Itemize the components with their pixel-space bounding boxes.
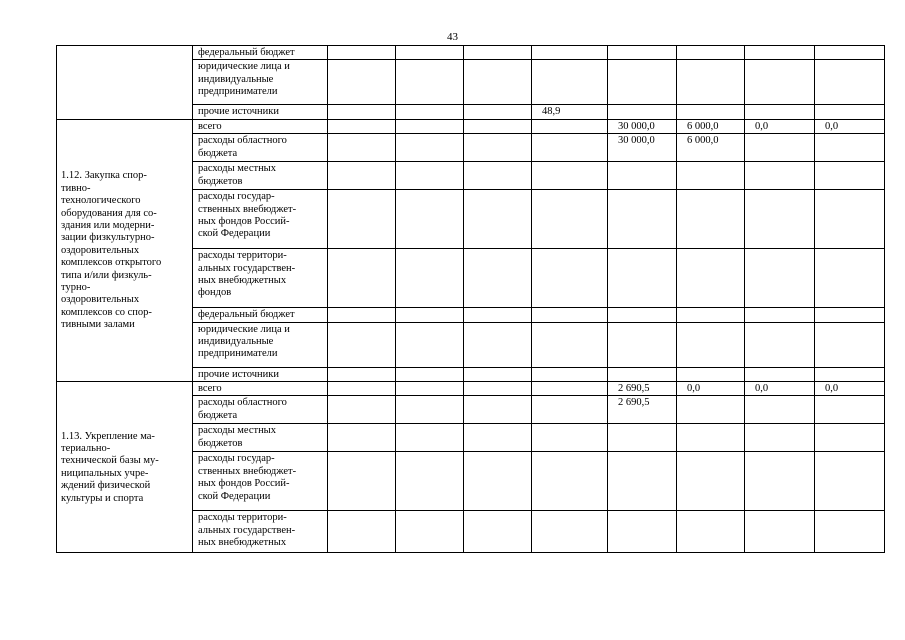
funding-source-cell: расходы местных бюджетов: [193, 162, 328, 190]
value-cell: [677, 396, 745, 424]
value-cell: [608, 308, 677, 322]
value-cell: [464, 396, 532, 424]
value-cell: [532, 322, 608, 367]
value-cell: [464, 119, 532, 133]
value-cell: 0,0: [677, 382, 745, 396]
activity-name-cell: 1.12. Закупка спор- тивно- технологического оборудования для со- здания или модерни- зации физкультурно- оздоровительных комплексов открытого типа и/или физкуль- турно- оздоровительных комплексов со спор- тивными залами: [57, 119, 193, 381]
table-row: [57, 46, 885, 60]
value-cell: [532, 46, 608, 60]
value-cell: [328, 367, 396, 381]
value-cell: [608, 162, 677, 190]
value-cell: [677, 511, 745, 553]
value-cell: [532, 308, 608, 322]
value-cell: [396, 308, 464, 322]
value-cell: [745, 249, 815, 308]
value-cell: 2 690,5: [608, 396, 677, 424]
value-cell: [608, 511, 677, 553]
value-cell: 30 000,0: [608, 119, 677, 133]
value-cell: [745, 424, 815, 452]
funding-source-cell: прочие источники: [193, 105, 328, 119]
value-cell: [396, 396, 464, 424]
value-cell: [532, 511, 608, 553]
value-cell: [328, 60, 396, 105]
value-cell: [677, 249, 745, 308]
value-cell: 30 000,0: [608, 134, 677, 162]
value-cell: 0,0: [745, 382, 815, 396]
value-cell: [532, 396, 608, 424]
value-cell: [815, 105, 885, 119]
value-cell: [464, 134, 532, 162]
value-cell: 0,0: [745, 119, 815, 133]
value-cell: [745, 308, 815, 322]
value-cell: [328, 424, 396, 452]
value-cell: [328, 511, 396, 553]
value-cell: [328, 396, 396, 424]
value-cell: [608, 105, 677, 119]
value-cell: [608, 249, 677, 308]
value-cell: [464, 452, 532, 511]
value-cell: [328, 322, 396, 367]
value-cell: [532, 382, 608, 396]
value-cell: [396, 46, 464, 60]
value-cell: [532, 452, 608, 511]
value-cell: [815, 367, 885, 381]
value-cell: [396, 162, 464, 190]
value-cell: 48,9: [532, 105, 608, 119]
value-cell: [328, 105, 396, 119]
value-cell: [532, 249, 608, 308]
funding-source-cell: юридические лица и индивидуальные предприниматели: [193, 322, 328, 367]
value-cell: [815, 396, 885, 424]
value-cell: 6 000,0: [677, 119, 745, 133]
value-cell: [677, 105, 745, 119]
value-cell: 0,0: [815, 119, 885, 133]
value-cell: [815, 190, 885, 249]
value-cell: [815, 322, 885, 367]
value-cell: 2 690,5: [608, 382, 677, 396]
value-cell: [532, 190, 608, 249]
funding-source-cell: юридические лица и индивидуальные предприниматели: [193, 60, 328, 105]
value-cell: [815, 134, 885, 162]
value-cell: [815, 308, 885, 322]
value-cell: [328, 46, 396, 60]
value-cell: [396, 190, 464, 249]
value-cell: [745, 162, 815, 190]
value-cell: [815, 452, 885, 511]
value-cell: [328, 452, 396, 511]
funding-source-cell: расходы областного бюджета: [193, 134, 328, 162]
funding-source-cell: расходы местных бюджетов: [193, 424, 328, 452]
value-cell: [532, 367, 608, 381]
value-cell: [464, 322, 532, 367]
value-cell: [328, 162, 396, 190]
value-cell: [532, 134, 608, 162]
value-cell: [396, 249, 464, 308]
value-cell: [608, 367, 677, 381]
table-row: [57, 382, 885, 396]
value-cell: [396, 322, 464, 367]
value-cell: [464, 511, 532, 553]
value-cell: [815, 60, 885, 105]
value-cell: [677, 308, 745, 322]
value-cell: [464, 382, 532, 396]
value-cell: [464, 424, 532, 452]
funding-source-cell: всего: [193, 119, 328, 133]
value-cell: [815, 511, 885, 553]
value-cell: [328, 190, 396, 249]
value-cell: [745, 452, 815, 511]
value-cell: [328, 382, 396, 396]
funding-source-cell: расходы государ- ственных внебюджет- ных фондов Россий- ской Федерации: [193, 190, 328, 249]
value-cell: [608, 424, 677, 452]
value-cell: [328, 308, 396, 322]
value-cell: [464, 46, 532, 60]
value-cell: [328, 134, 396, 162]
value-cell: [396, 60, 464, 105]
value-cell: [677, 162, 745, 190]
value-cell: [464, 162, 532, 190]
value-cell: [677, 190, 745, 249]
value-cell: [532, 119, 608, 133]
value-cell: [745, 134, 815, 162]
value-cell: [328, 249, 396, 308]
value-cell: [745, 322, 815, 367]
value-cell: [396, 105, 464, 119]
funding-source-cell: расходы государ- ственных внебюджет- ных фондов Россий- ской Федерации: [193, 452, 328, 511]
value-cell: [396, 134, 464, 162]
value-cell: [608, 452, 677, 511]
value-cell: [677, 424, 745, 452]
value-cell: [464, 367, 532, 381]
value-cell: [677, 452, 745, 511]
funding-source-cell: федеральный бюджет: [193, 308, 328, 322]
value-cell: [815, 162, 885, 190]
value-cell: [608, 60, 677, 105]
value-cell: [745, 396, 815, 424]
value-cell: [677, 46, 745, 60]
value-cell: [464, 190, 532, 249]
value-cell: [745, 367, 815, 381]
value-cell: [396, 382, 464, 396]
value-cell: [677, 367, 745, 381]
value-cell: [745, 105, 815, 119]
value-cell: [328, 119, 396, 133]
value-cell: 6 000,0: [677, 134, 745, 162]
value-cell: [745, 511, 815, 553]
value-cell: [677, 60, 745, 105]
value-cell: [815, 424, 885, 452]
value-cell: [396, 511, 464, 553]
activity-name-cell: [57, 46, 193, 120]
value-cell: [396, 119, 464, 133]
value-cell: [464, 60, 532, 105]
value-cell: [745, 46, 815, 60]
value-cell: [608, 190, 677, 249]
funding-source-cell: расходы областного бюджета: [193, 396, 328, 424]
value-cell: [532, 60, 608, 105]
page-number: 43: [447, 31, 458, 43]
budget-table: [56, 45, 885, 553]
value-cell: [532, 162, 608, 190]
value-cell: [745, 190, 815, 249]
value-cell: [396, 424, 464, 452]
funding-source-cell: расходы территори- альных государствен- ных внебюджетных: [193, 511, 328, 553]
funding-source-cell: федеральный бюджет: [193, 46, 328, 60]
value-cell: [815, 249, 885, 308]
activity-name-cell: 1.13. Укрепление ма- териально- технической базы му- ниципальных учре- ждений физической культуры и спорта: [57, 382, 193, 553]
value-cell: [396, 452, 464, 511]
value-cell: [464, 308, 532, 322]
funding-source-cell: расходы территори- альных государствен- ных внебюджетных фондов: [193, 249, 328, 308]
value-cell: [532, 424, 608, 452]
value-cell: 0,0: [815, 382, 885, 396]
value-cell: [815, 46, 885, 60]
value-cell: [677, 322, 745, 367]
value-cell: [464, 249, 532, 308]
value-cell: [745, 60, 815, 105]
value-cell: [608, 46, 677, 60]
table-row: [57, 119, 885, 133]
funding-source-cell: прочие источники: [193, 367, 328, 381]
value-cell: [608, 322, 677, 367]
value-cell: [396, 367, 464, 381]
funding-source-cell: всего: [193, 382, 328, 396]
value-cell: [464, 105, 532, 119]
